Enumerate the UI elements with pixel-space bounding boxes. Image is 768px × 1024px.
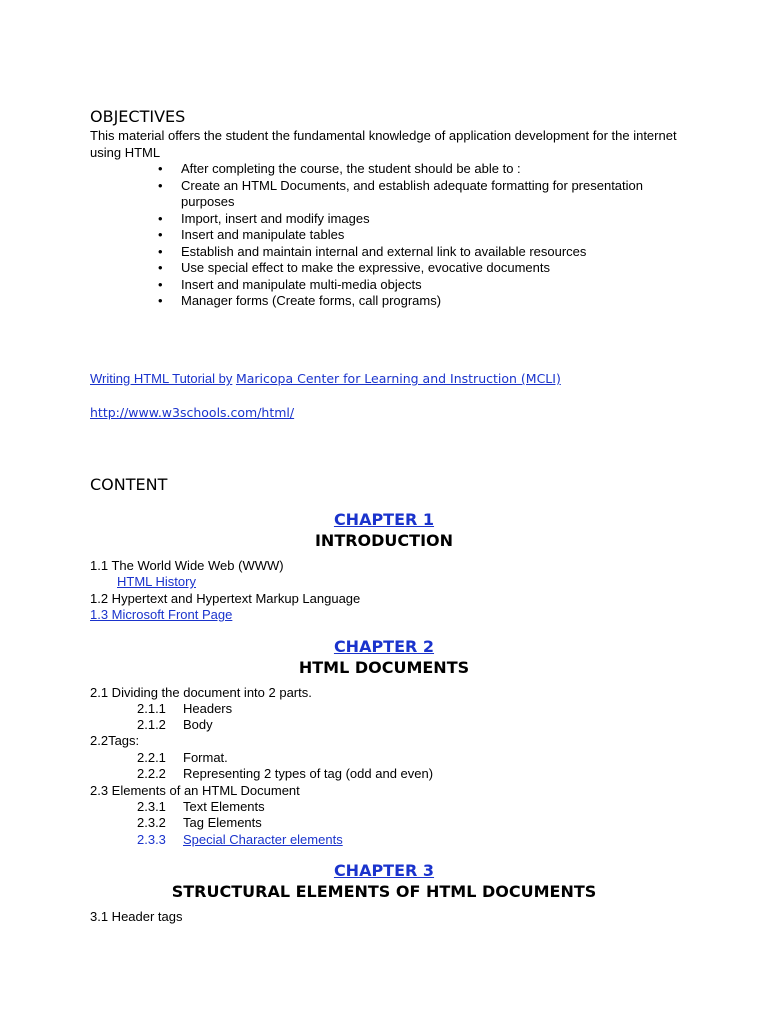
special-character-link-row: [133, 832, 343, 849]
chapter-2-title: HTML DOCUMENTS: [298, 657, 470, 677]
html-history-link[interactable]: HTML History: [117, 574, 196, 589]
list-item: • Establish and maintain internal and external link to available resources: [158, 244, 688, 261]
list-item: • Insert and manipulate multi-media objects: [158, 277, 688, 294]
chapter-3-title: STRUCTURAL ELEMENTS OF HTML DOCUMENTS: [171, 881, 597, 901]
chapter-3-link[interactable]: CHAPTER 3: [333, 861, 435, 880]
list-item: • Create an HTML Documents, and establish adequate formatting for presentation purposes: [158, 178, 688, 211]
section-3-1: 3.1 Header tags: [90, 909, 183, 924]
section-2-1: 2.1 Dividing the document into 2 parts.: [90, 685, 312, 700]
subsection: 2.1.1 Headers: [137, 701, 233, 716]
chapter-2-link[interactable]: CHAPTER 2: [333, 637, 435, 656]
mcli-link[interactable]: Maricopa Center for Learning and Instruction (MCLI): [235, 371, 561, 386]
section-2-3: 2.3 Elements of an HTML Document: [90, 783, 300, 798]
list-item: • Manager forms (Create forms, call programs): [158, 293, 688, 310]
tutorial-link[interactable]: Writing HTML Tutorial by: [90, 371, 233, 386]
w3schools-reference: [90, 405, 294, 422]
content-heading: CONTENT: [90, 475, 168, 494]
list-item: • Import, insert and modify images: [158, 211, 688, 228]
special-character-elements-link[interactable]: 2.3.3 Special Character elements: [137, 832, 343, 847]
section-2-2: 2.2Tags:: [90, 733, 140, 748]
objectives-list: [158, 161, 688, 310]
subsection: 2.3.2 Tag Elements: [137, 815, 262, 830]
chapter-1-header: [0, 512, 768, 549]
chapter-3-header: [0, 863, 768, 900]
chapter-2-header: [0, 639, 768, 676]
subsection: 2.2.1 Format.: [137, 750, 228, 765]
objectives-heading: OBJECTIVES: [90, 107, 186, 126]
section-1-3-link[interactable]: 1.3 Microsoft Front Page: [90, 607, 233, 622]
chapter-1-link[interactable]: CHAPTER 1: [333, 510, 435, 529]
list-item: • After completing the course, the student should be able to :: [158, 161, 688, 178]
subsection: 2.2.2 Representing 2 types of tag (odd and even): [137, 766, 434, 781]
list-item: • Insert and manipulate tables: [158, 227, 688, 244]
chapter-1-title: INTRODUCTION: [314, 530, 454, 550]
tutorial-reference: [90, 371, 561, 388]
section-1-2: 1.2 Hypertext and Hypertext Markup Language: [90, 591, 361, 606]
list-item: • Use special effect to make the expressive, evocative documents: [158, 260, 688, 277]
objectives-intro: This material offers the student the fundamental knowledge of application development for the internet using HTML: [90, 128, 677, 160]
w3schools-link[interactable]: http://www.w3schools.com/html/: [90, 405, 295, 420]
section-1-1: 1.1 The World Wide Web (WWW): [90, 558, 284, 573]
subsection: 2.3.1 Text Elements: [137, 799, 265, 814]
subsection: 2.1.2 Body: [137, 717, 213, 732]
